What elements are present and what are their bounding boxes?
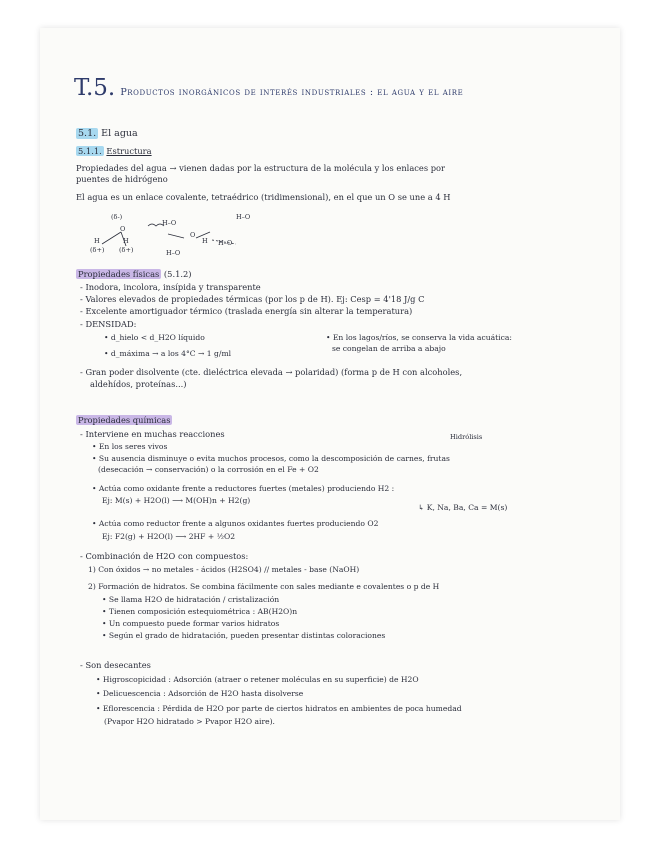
quimicas-equation: Ej: M(s) + H2O(l) ⟶ M(OH)n + H2(g) [102,496,251,505]
quimicas-item: - Interviene en muchas reacciones [80,429,225,439]
combinacion-item: - Combinación de H2O con compuestos: [80,551,249,561]
lagos-note: • En los lagos/ríos, se conserva la vida acuática: [326,333,512,342]
hydrogen-atom: H [123,237,129,245]
bond-line [168,234,184,238]
fisicas-item: - Excelente amortiguador térmico (traslada energía sin alterar la temperatura) [80,306,413,316]
hydrogen-atom: H [202,237,208,245]
disolvente-line: aldehídos, proteínas...) [90,379,187,389]
title-number: T.5. [74,75,116,101]
quimicas-item: • En los seres vivos [92,442,168,451]
quimicas-item: • Actúa como reductor frente a algunos oxidantes fuertes produciendo O2 [92,519,379,528]
combinacion-item: 2) Formación de hidratos. Se combina fácilmente con sales mediante e covalentes o p de H [88,582,440,591]
hydrogen-bond-label: H–O [218,239,233,247]
structure-line-3: El agua es un enlace covalente, tetraédrico (tridimensional), en el que un O se une a 4 H [76,192,451,202]
quimicas-title: Propiedades químicas [78,415,171,425]
fisicas-item: - Inodora, incolora, insípida y transparente [80,282,261,292]
hidrolisis-note: Hidrólisis [450,433,483,441]
delta-positive: (δ+) [90,246,105,254]
densidad-item: • d_hielo < d_H2O líquido [104,333,205,342]
desecantes-item: - Son desecantes [80,660,151,670]
fisicas-ref: (5.1.2) [163,269,192,279]
combinacion-item: • Según el grado de hidratación, pueden presentar distintas coloraciones [102,631,386,640]
desecantes-item: • Higroscopicidad : Adsorción (atraer o retener moléculas en su superficie) de H2O [96,675,419,684]
oxygen-atom: O [190,231,196,239]
combinacion-item: • Se llama H2O de hidratación / cristalización [102,595,280,604]
bond-line [102,232,121,244]
fisicas-item: - DENSIDAD: [80,319,137,329]
page-title [74,75,463,101]
h-o-group: H–O [236,213,251,221]
quimicas-item: • Su ausencia disminuye o evita muchos procesos, como la descomposición de carnes, frutas [92,454,450,463]
fisicas-item: - Valores elevados de propiedades térmicas (por los p de H). Ej: Cesp = 4'18 J/g C [80,294,425,304]
combinacion-item: 1) Con óxidos → no metales - ácidos (H2SO4) // metales - base (NaOH) [88,565,360,574]
section-heading [76,128,138,139]
desecantes-item: (Pvapor H2O hidratado > Pvapor H2O aire). [104,717,275,726]
subsection-heading [76,146,152,157]
desecantes-item: • Delicuescencia : Adsorción de H2O hasta disolverse [96,689,304,698]
section-label: El agua [101,128,138,139]
fisicas-heading [76,269,192,280]
h-o-group: H–O [166,249,181,257]
quimicas-equation: Ej: F2(g) + H2O(l) ⟶ 2HF + ½O2 [102,532,236,541]
quimicas-heading [76,415,172,426]
subsection-label: Estructura [106,146,152,156]
quimicas-metals: ↳ K, Na, Ba, Ca = M(s) [418,503,508,512]
hydrogen-atom: H [94,237,100,245]
delta-negative: (δ-) [111,213,123,221]
lagos-note: se congelan de arriba a abajo [332,344,446,353]
combinacion-item: • Tienen composición estequiométrica : AB(H2O)n [102,607,298,616]
combinacion-item: • Un compuesto puede formar varios hidratos [102,619,280,628]
fisicas-title: Propiedades físicas [78,269,160,279]
title-text: Productos inorgánicos de interés industriales : el agua y el aire [120,87,464,98]
h-o-group: H–O [162,219,177,227]
densidad-item: • d_máxima → a los 4°C → 1 g/ml [104,349,232,358]
structure-line-2: puentes de hidrógeno [76,174,168,184]
delta-positive: (δ+) [119,246,134,254]
oxygen-atom: O [120,225,126,233]
subsection-number: 5.1.1. [78,146,102,156]
notebook-page [40,28,620,820]
section-number: 5.1. [78,128,97,139]
structure-line-1: Propiedades del agua → vienen dadas por la estructura de la molécula y los enlaces por [76,163,446,173]
quimicas-item: (desecación → conservación) o la corrosión en el Fe + O2 [98,465,319,474]
quimicas-item: • Actúa como oxidante frente a reductores fuertes (metales) produciendo H2 : [92,484,395,493]
disolvente-line: - Gran poder disolvente (cte. dieléctrica elevada → polaridad) (forma p de H con alcoholes, [80,367,463,377]
desecantes-item: • Eflorescencia : Pérdida de H2O por parte de ciertos hidratos en ambientes de poca humedad [96,704,462,713]
